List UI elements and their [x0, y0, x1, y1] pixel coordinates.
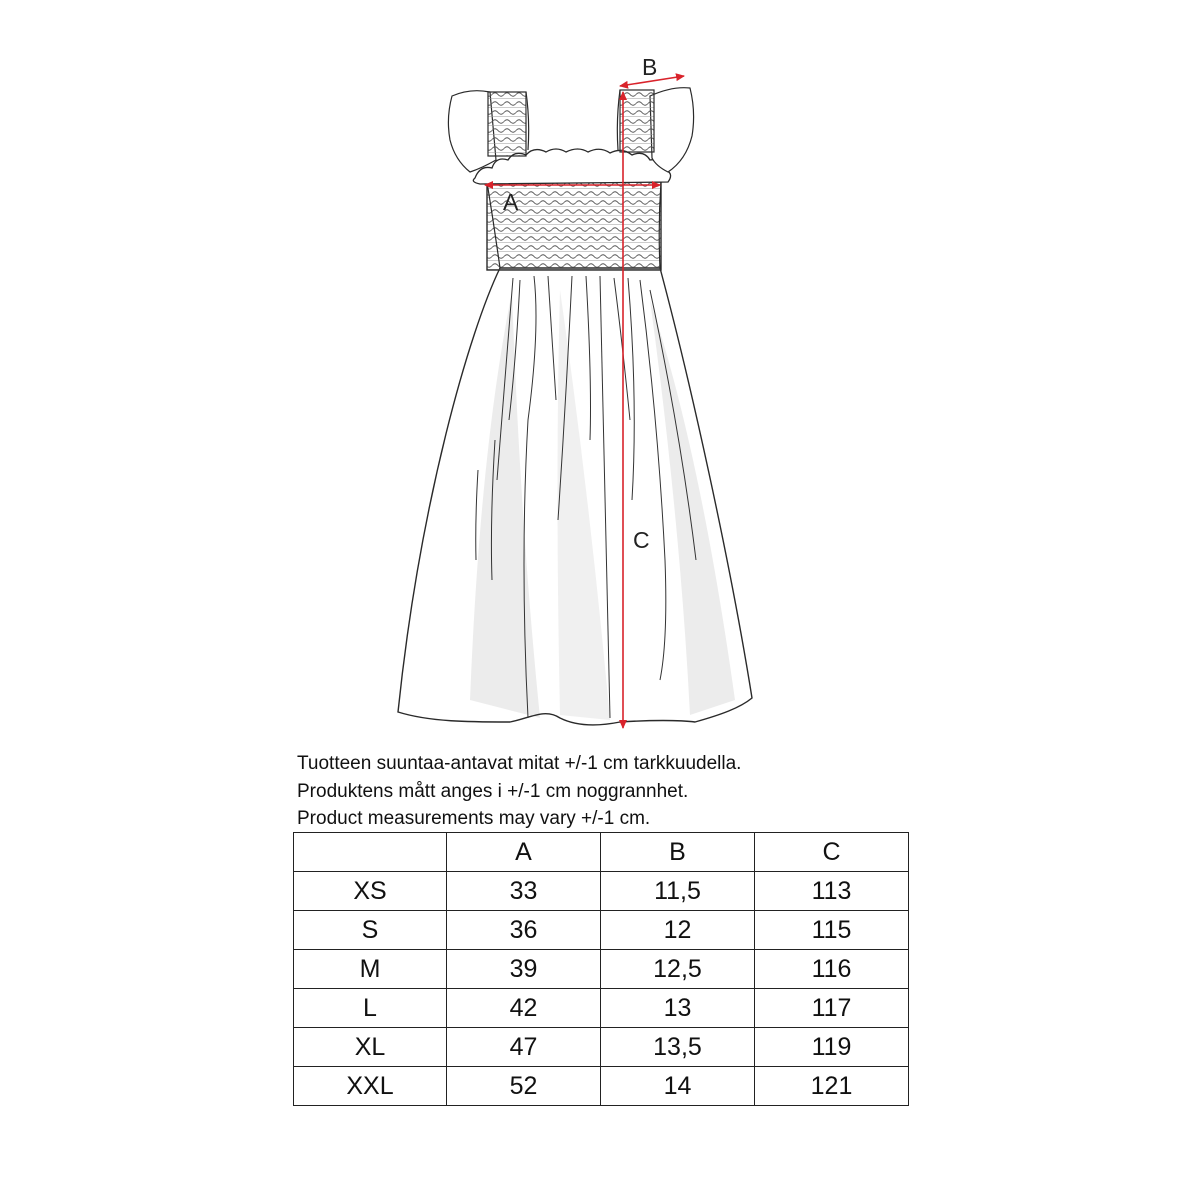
value-cell-c: 121	[755, 1067, 909, 1106]
table-row	[294, 872, 909, 911]
size-cell: S	[294, 911, 447, 950]
size-cell: XXL	[294, 1067, 447, 1106]
value-cell-a: 33	[447, 872, 601, 911]
value-cell-c: 115	[755, 911, 909, 950]
note-finnish: Tuotteen suuntaa-antavat mitat +/-1 cm tarkkuudella.	[297, 753, 742, 774]
value-cell-b: 14	[601, 1067, 755, 1106]
value-cell-c: 117	[755, 989, 909, 1028]
value-cell-b: 11,5	[601, 872, 755, 911]
value-cell-c: 119	[755, 1028, 909, 1067]
value-cell-a: 36	[447, 911, 601, 950]
size-cell: XS	[294, 872, 447, 911]
header-cell-c: C	[755, 833, 909, 872]
header-cell-size	[294, 833, 447, 872]
value-cell-b: 13,5	[601, 1028, 755, 1067]
value-cell-c: 116	[755, 950, 909, 989]
value-cell-a: 42	[447, 989, 601, 1028]
table-row	[294, 989, 909, 1028]
table-header-row	[294, 833, 909, 872]
skirt-shading	[470, 290, 735, 720]
size-cell: M	[294, 950, 447, 989]
value-cell-b: 13	[601, 989, 755, 1028]
note-english: Product measurements may vary +/-1 cm.	[297, 808, 651, 829]
value-cell-b: 12	[601, 911, 755, 950]
table-row	[294, 911, 909, 950]
table-row	[294, 950, 909, 989]
header-cell-a: A	[447, 833, 601, 872]
size-table	[293, 832, 909, 1106]
header-cell-b: B	[601, 833, 755, 872]
note-swedish: Produktens mått anges i +/-1 cm noggrannhet.	[297, 781, 689, 802]
label-c: C	[633, 527, 650, 553]
label-b: B	[642, 54, 658, 80]
size-cell: XL	[294, 1028, 447, 1067]
value-cell-b: 12,5	[601, 950, 755, 989]
label-a: A	[503, 189, 519, 215]
table-row	[294, 1028, 909, 1067]
value-cell-c: 113	[755, 872, 909, 911]
value-cell-a: 47	[447, 1028, 601, 1067]
value-cell-a: 39	[447, 950, 601, 989]
table-row	[294, 1067, 909, 1106]
size-cell: L	[294, 989, 447, 1028]
value-cell-a: 52	[447, 1067, 601, 1106]
